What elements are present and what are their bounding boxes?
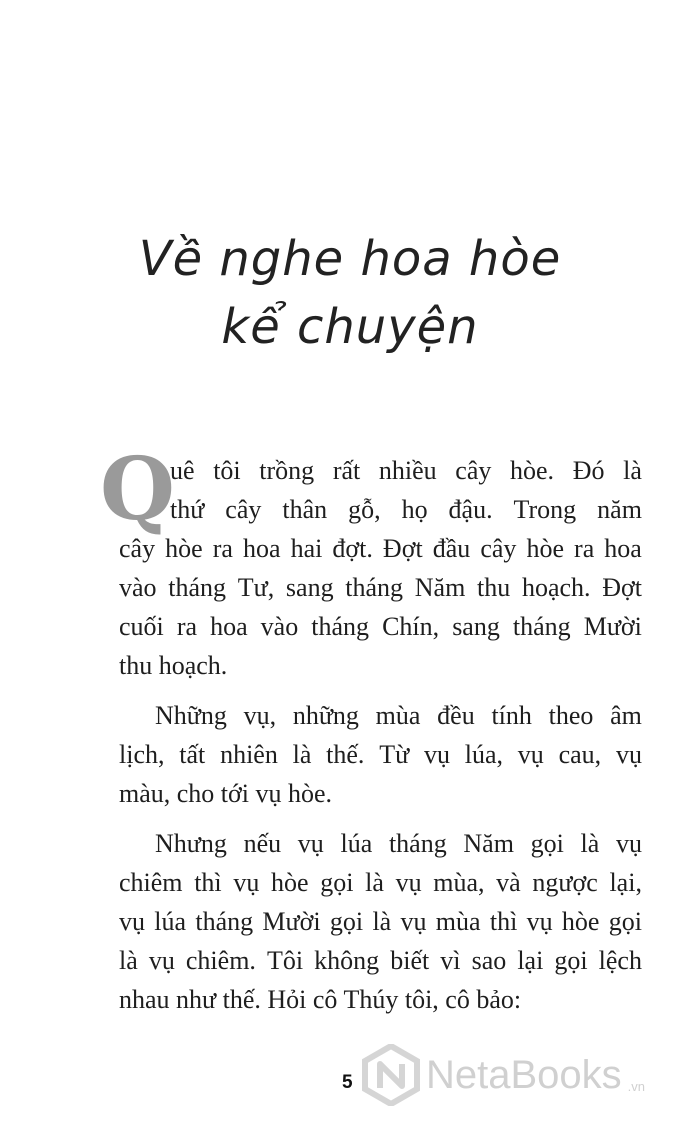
text-line: nhau như thế. Hỏi cô Thúy tôi, cô bảo: xyxy=(119,985,522,1014)
drop-cap: Q xyxy=(100,439,175,540)
chapter-title-line-1: Về nghe hoa hòe xyxy=(138,231,562,287)
text-line: Nhưng nếu vụ lúa tháng Năm gọi là vụ xyxy=(155,829,642,858)
text-line: là vụ chiêm. Tôi không biết vì sao lại gọi lệch xyxy=(119,946,642,975)
paragraph-3 xyxy=(119,824,642,1019)
text-line: thu hoạch. xyxy=(119,651,228,680)
chapter-title xyxy=(0,225,700,361)
text-line: cuối ra hoa vào tháng Chín, sang tháng Mười xyxy=(119,612,642,641)
page-number: 5 xyxy=(342,1072,353,1093)
text-line: cây hòe ra hoa hai đợt. Đợt đầu cây hòe ra hoa xyxy=(119,534,642,563)
text-line: Những vụ, những mùa đều tính theo âm xyxy=(155,701,642,730)
text-line: chiêm thì vụ hòe gọi là vụ mùa, và ngược lại, xyxy=(119,868,642,897)
watermark-suffix: .vn xyxy=(627,1079,646,1094)
watermark xyxy=(362,1044,645,1106)
text-line: thứ cây thân gỗ, họ đậu. Trong năm xyxy=(170,495,642,524)
text-line: vụ lúa tháng Mười gọi là vụ mùa thì vụ hòe gọi xyxy=(119,907,642,936)
neta-logo-icon xyxy=(362,1044,420,1106)
watermark-text: NetaBooks xyxy=(426,1052,622,1097)
paragraph-2 xyxy=(119,696,642,813)
text-line: vào tháng Tư, sang tháng Năm thu hoạch. Đợt xyxy=(119,573,642,602)
text-line: lịch, tất nhiên là thế. Từ vụ lúa, vụ cau, vụ xyxy=(119,740,642,769)
paragraph-1 xyxy=(119,451,642,685)
chapter-title-line-2: kể chuyện xyxy=(221,299,479,355)
text-line: màu, cho tới vụ hòe. xyxy=(119,779,333,808)
body-text xyxy=(100,439,642,1019)
text-line: uê tôi trồng rất nhiều cây hòe. Đó là xyxy=(170,456,642,485)
